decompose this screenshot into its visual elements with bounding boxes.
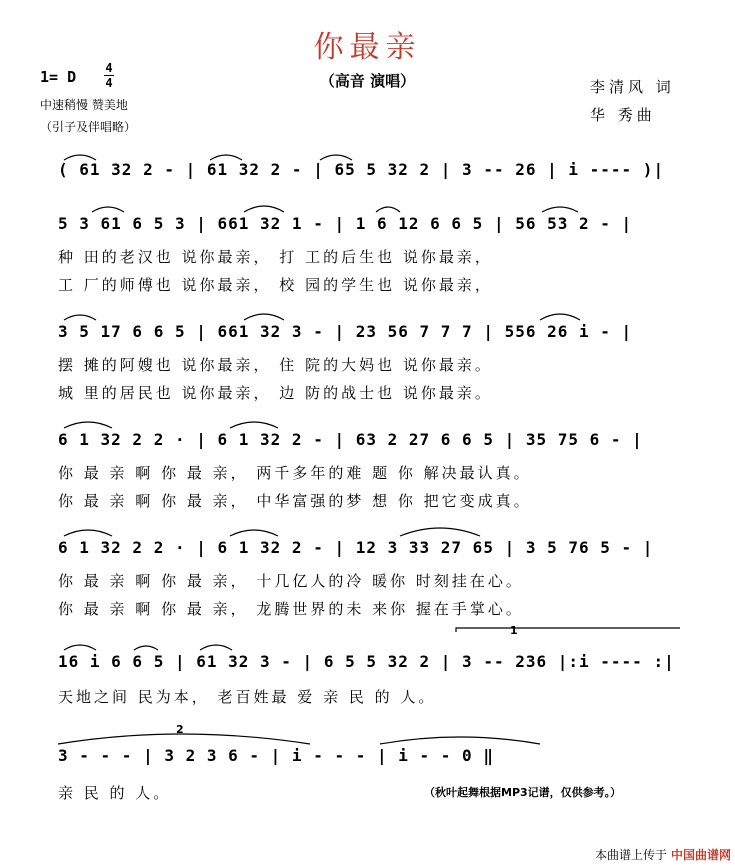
footer-upload-credit	[595, 846, 731, 863]
score-row-2-lyrics-verse-2: 工 厂的师傅也 说你最亲， 校 园的学生也 说你最亲，	[58, 276, 493, 294]
tie	[58, 734, 310, 744]
slur	[134, 646, 158, 650]
score-row-6-notes: 16 i 6 6 5 | 61 32 3 - | 6 5 5 32 2 | 3 -- 236 |:i ---- :|	[58, 652, 675, 671]
slur	[64, 530, 112, 536]
footer-brand[interactable]: 中国曲谱网	[670, 848, 731, 862]
score-row-1-notes: ( 61 32 2 - | 61 32 2 - | 65 5 32 2 | 3 -- 26 | i ---- )|	[58, 160, 665, 179]
score-row-4-lyrics-verse-2: 你 最 亲 啊 你 最 亲， 中华富强的梦 想 你 把它变成真。	[58, 492, 532, 510]
score-row-6-lyrics: 天地之间 民为本， 老百姓最 爱 亲 民 的 人。	[58, 688, 437, 706]
time-sig-top: 4	[105, 61, 113, 75]
score-row-5-lyrics-verse-2: 你 最 亲 啊 你 最 亲， 龙腾世界的未 来你 握在手掌心。	[58, 600, 524, 618]
slur	[244, 314, 284, 320]
footer-text: 本曲谱上传于	[594, 848, 667, 862]
slur	[200, 645, 232, 650]
intro-note: （引子及伴唱略）	[40, 120, 137, 134]
slur	[64, 645, 96, 650]
composer-credit: 华 秀曲	[590, 106, 656, 124]
score-row-7-lyrics: 亲 民 的 人。	[58, 784, 172, 802]
time-sig-bottom: 4	[105, 76, 113, 90]
performer-subtitle: （高音 演唱）	[319, 72, 416, 90]
slur	[64, 422, 112, 428]
score-row-5-lyrics-verse-1: 你 最 亲 啊 你 最 亲， 十几亿人的冷 暖你 时刻挂在心。	[58, 572, 524, 590]
slur	[210, 155, 242, 160]
score-row-5-notes: 6 1 32 2 2 · | 6 1 32 2 - | 12 3 33 27 65 | 3 5 76 5 - |	[58, 538, 654, 557]
tempo-marking: 中速稍慢 赞美地	[40, 98, 128, 112]
tie	[380, 737, 540, 744]
score-row-4-notes: 6 1 32 2 2 · | 6 1 32 2 - | 63 2 27 6 6 5 | 35 75 6 - |	[58, 430, 643, 449]
slur	[92, 207, 124, 212]
slur	[540, 314, 580, 320]
slur	[542, 207, 578, 212]
slur	[320, 155, 352, 160]
score-row-3-notes: 3 5 17 6 6 5 | 661 32 3 - | 23 56 7 7 7 | 556 26 i - |	[58, 322, 633, 341]
slur	[64, 155, 96, 160]
closing-note: （秋叶起舞根据MP3记谱，仅供参考。）	[424, 786, 622, 799]
slur	[230, 530, 278, 536]
slur	[400, 528, 480, 536]
slur	[230, 422, 278, 428]
slur	[244, 206, 284, 212]
score-row-4-lyrics-verse-1: 你 最 亲 啊 你 最 亲， 两千多年的难 题 你 解决最认真。	[58, 464, 532, 482]
slur	[376, 207, 400, 212]
score-row-2-lyrics-verse-1: 种 田的老汉也 说你最亲， 打 工的后生也 说你最亲，	[58, 248, 493, 266]
score-row-2-notes: 5 3 61 6 5 3 | 661 32 1 - | 1 6 12 6 6 5 | 56 53 2 - |	[58, 214, 633, 233]
volta-1-bracket	[456, 628, 680, 632]
score-row-3-lyrics-verse-2: 城 里的居民也 说你最亲， 边 防的战士也 说你最亲。	[58, 384, 493, 402]
score-row-3-lyrics-verse-1: 摆 摊的阿嫂也 说你最亲， 住 院的大妈也 说你最亲。	[58, 356, 493, 374]
score-row-7-notes: 3 - - - | 3 2 3 6 - | i - - - | i - - 0 ‖	[58, 746, 494, 765]
volta-1-label: 1	[510, 624, 518, 637]
key-signature: 1= D	[40, 68, 77, 86]
lyricist-credit: 李清风 词	[590, 78, 675, 96]
song-title: 你最亲	[313, 30, 422, 65]
slur	[64, 315, 96, 320]
volta-2-label: 2	[176, 723, 184, 736]
